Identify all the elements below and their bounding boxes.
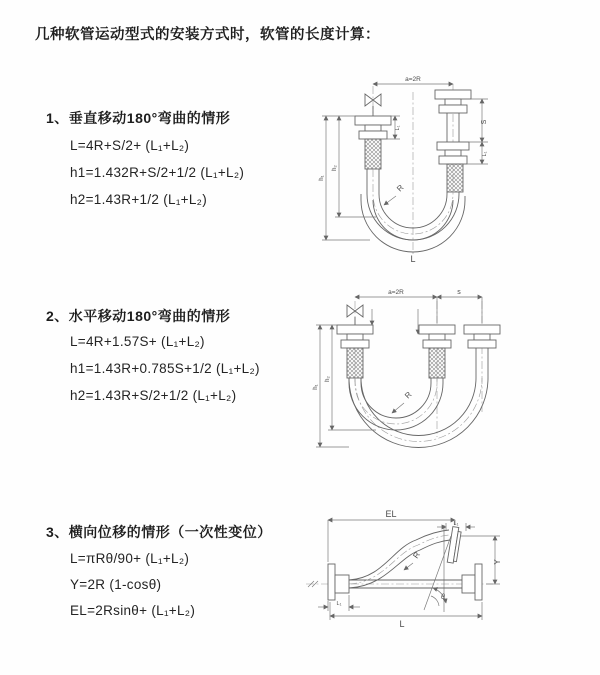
radius-leader [404,550,422,570]
section-1-formula-L: L=4R+S/2+ (L₁+L₂) [70,138,190,153]
section-3-formula-Y: Y=2R (1-cosθ) [70,577,162,592]
left-flange-assembly [355,116,391,169]
dim-label-radius: R [411,550,422,561]
braided-hose-section [429,348,445,378]
section-1-formula-h2: h2=1.43R+1/2 (L₁+L₂) [70,192,208,207]
section-2-formula-h2: h2=1.43R+S/2+1/2 (L₁+L₂) [70,388,237,403]
diagram-horizontal-180-bend [308,287,503,455]
diagram-vertical-180-bend [312,72,497,264]
section-1-heading: 1、垂直移动180°弯曲的情形 [46,110,231,126]
left-flange-assembly [337,325,373,378]
diagram-lateral-displacement [298,500,513,640]
dimension-l1-left [318,595,360,611]
section-3-formula-EL: EL=2Rsinθ+ (L₁+L₂) [70,603,196,618]
centerlines [355,301,482,437]
dim-label-l1-right: L₁ [482,151,488,157]
section-3-heading: 3、横向位移的情形（一次性变位） [46,524,272,540]
braided-hose-section [447,164,463,192]
dim-label-h1: h₁ [319,175,325,181]
dim-label-length: L [399,619,405,629]
leader-arrows [372,309,418,334]
dimension-s-l1 [467,99,488,164]
section-2-formula-L: L=4R+1.57S+ (L₁+L₂) [70,334,205,349]
dim-label-y: Y [493,559,502,565]
dim-label-h2: h₂ [332,165,338,171]
radius-leader [384,183,406,205]
section-3-formula-L: L=πRθ/90+ (L₁+L₂) [70,551,190,566]
section-2-formula-h1: h1=1.43R+0.785S+1/2 (L₁+L₂) [70,361,260,376]
middle-flange-assembly [419,325,455,378]
dim-label-l1-top: L₁ [453,521,459,527]
dimension-el [328,509,455,562]
dim-label-l1-left: L₁ [395,125,401,131]
dim-label-radius: R [403,389,414,401]
dim-label-h1: h₁ [313,384,319,390]
dimension-a2r-s [355,289,482,323]
dim-label-length: L [410,254,416,264]
dim-label-s: S [481,119,488,125]
dim-label-radius: R [395,182,406,194]
radius-leader [392,390,414,413]
top-flange-assembly [447,527,462,564]
dim-label-shift: s [457,289,461,296]
braided-hose-section [347,348,363,378]
section-2-heading: 2、水平移动180°弯曲的情形 [46,308,231,324]
dimension-l [330,602,482,629]
right-flange-assembly [462,564,482,600]
dim-label-h2: h₂ [325,376,331,382]
left-flange-assembly [328,564,349,600]
dim-label-a2r: a=2R [388,289,404,296]
page-title: 几种软管运动型式的安装方式时，软管的长度计算： [35,27,380,43]
dim-label-theta: θ [441,594,445,601]
dimension-a2r [373,76,453,84]
dim-label-l1-left: L₁ [336,601,342,607]
dim-label-a2r: a=2R [405,76,421,83]
braided-hose-section [365,139,381,169]
hose-u-bend [349,378,488,448]
dim-label-el: EL [385,509,397,519]
section-1-formula-h1: h1=1.432R+S/2+1/2 (L₁+L₂) [70,165,245,180]
angle-construction [424,525,451,612]
